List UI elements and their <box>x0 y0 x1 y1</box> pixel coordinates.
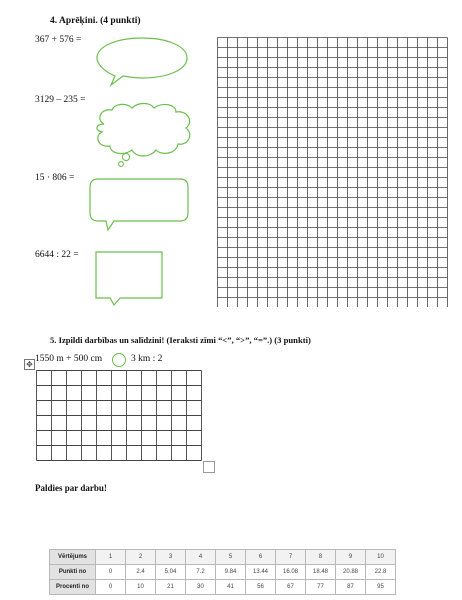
table-cell: 67 <box>276 580 306 595</box>
table-cell: 13.44 <box>246 565 276 580</box>
row-label: Vērtējums <box>50 550 96 565</box>
exercise-2: 3129 – 235 = <box>35 95 86 105</box>
table-cell: 16.08 <box>276 565 306 580</box>
comparison-left-expr: 1550 m + 500 cm <box>35 354 103 364</box>
calculation-grid[interactable] <box>217 37 449 307</box>
exercise-4: 6644 : 22 = <box>35 250 79 260</box>
table-cell: 5.04 <box>156 565 186 580</box>
answer-bubble-rounded-rect[interactable] <box>88 177 192 233</box>
move-icon[interactable]: ✥ <box>24 359 35 370</box>
table-cell: 4 <box>186 550 216 565</box>
table-cell: 56 <box>246 580 276 595</box>
table-cell: 10 <box>126 580 156 595</box>
answer-bubble-rect[interactable] <box>94 250 166 308</box>
table-cell: 87 <box>336 580 366 595</box>
table-cell: 77 <box>306 580 336 595</box>
table-cell: 7 <box>276 550 306 565</box>
table-cell: 6 <box>246 550 276 565</box>
table-row <box>50 565 396 580</box>
task5-heading: 5. Izpildi darbības un salīdzini! (Ieraksti zīmi “<”, “>”, “=”.) (3 punkti) <box>50 335 311 345</box>
comparison-sign-circle[interactable] <box>112 353 126 367</box>
answer-bubble-cloud[interactable] <box>90 102 198 170</box>
table-cell: 30 <box>186 580 216 595</box>
table-cell: 21 <box>156 580 186 595</box>
table-cell: 20.88 <box>336 565 366 580</box>
table-cell: 5 <box>216 550 246 565</box>
row-label: Procenti no <box>50 580 96 595</box>
answer-bubble-oval[interactable] <box>95 36 191 88</box>
table-row <box>50 550 396 565</box>
table-cell: 9.84 <box>216 565 246 580</box>
table-cell: 2 <box>126 550 156 565</box>
table-cell: 22.8 <box>366 565 396 580</box>
exercise-3: 15 · 806 = <box>35 173 75 183</box>
task4-heading: 4. Aprēķini. (4 punkti) <box>50 16 141 26</box>
exercise-1: 367 + 576 = <box>35 35 82 45</box>
table-resize-handle[interactable] <box>203 461 215 473</box>
table-cell: 9 <box>336 550 366 565</box>
table-cell: 41 <box>216 580 246 595</box>
comparison-grid[interactable] <box>36 370 204 462</box>
table-cell: 7.2 <box>186 565 216 580</box>
table-cell: 3 <box>156 550 186 565</box>
table-row <box>50 580 396 595</box>
table-cell: 10 <box>366 550 396 565</box>
comparison-right-expr: 3 km : 2 <box>131 354 163 364</box>
thanks-text: Paldies par darbu! <box>35 483 107 493</box>
table-cell: 2.4 <box>126 565 156 580</box>
table-cell: 18.48 <box>306 565 336 580</box>
score-table <box>49 549 396 595</box>
table-cell: 0 <box>96 580 126 595</box>
row-label: Punkti no <box>50 565 96 580</box>
table-cell: 8 <box>306 550 336 565</box>
table-cell: 95 <box>366 580 396 595</box>
table-cell: 0 <box>96 565 126 580</box>
table-cell: 1 <box>96 550 126 565</box>
